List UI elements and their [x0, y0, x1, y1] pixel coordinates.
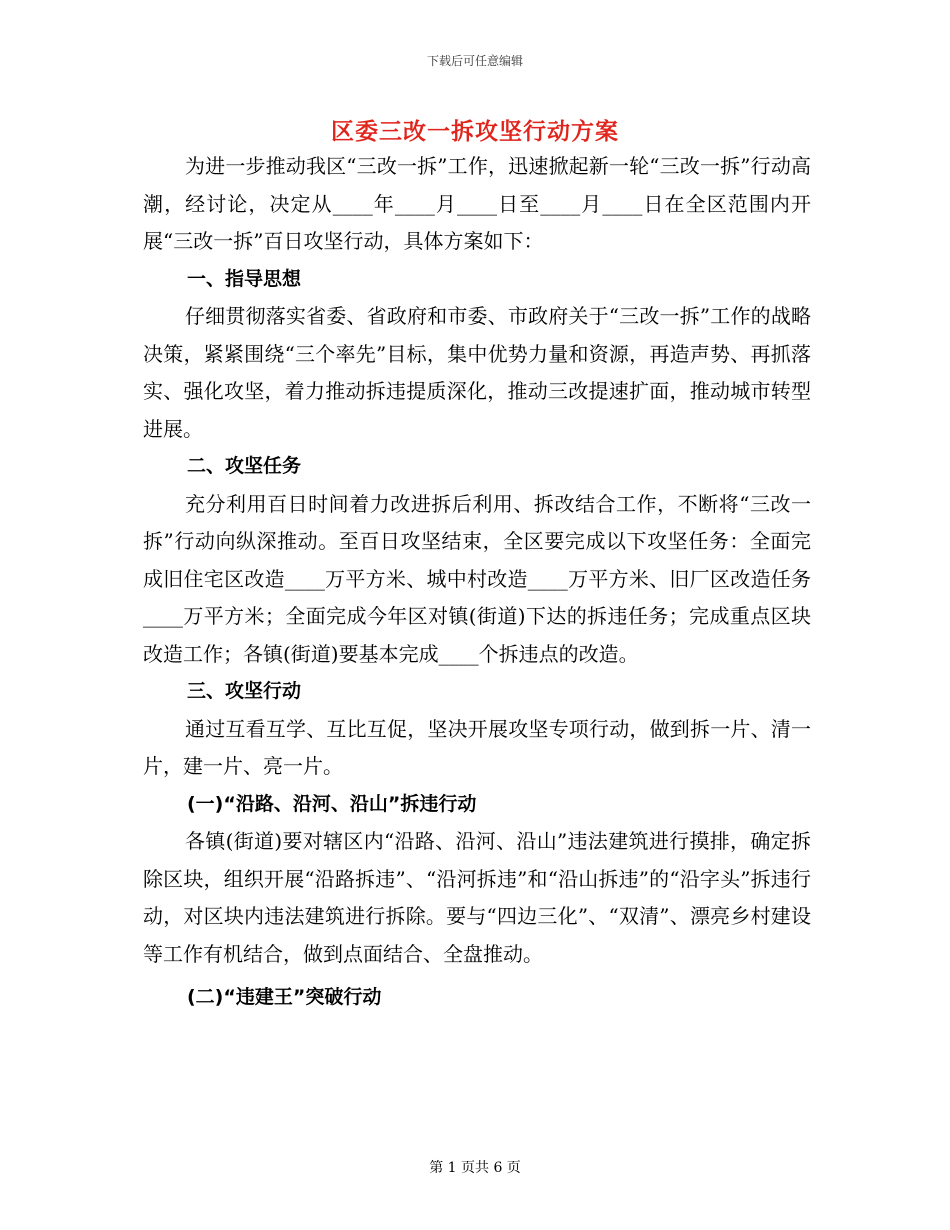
- actions-paragraph: 通过互看互学、互比互促，坚决开展攻坚专项行动，做到拆一片、清一片，建一片、亮一片。: [143, 716, 811, 778]
- page-footer: 第 1 页共 6 页: [429, 1160, 521, 1176]
- intro-paragraph: 为进一步推动我区“三改一拆”工作，迅速掀起新一轮“三改一拆”行动高潮，经讨论，决定从____年____月____日至____月____日在全区范围内开展“三改一拆”百日攻坚行动，具体方案如下：: [143, 154, 811, 253]
- guiding-thought-paragraph: 仔细贯彻落实省委、省政府和市委、市政府关于“三改一拆”工作的战略决策，紧紧围绕“三个率先”目标，集中优势力量和资源，再造声势、再抓落实、强化攻坚，着力推动拆违提质深化，推动三改提速扩面，推动城市转型进展。: [143, 304, 811, 441]
- tasks-paragraph: 充分利用百日时间着力改进拆后利用、拆改结合工作，不断将“三改一拆”行动向纵深推动。至百日攻坚结束，全区要完成以下攻坚任务：全面完成旧住宅区改造____万平方米、城中村改造____万平方米、旧厂区改造任务____万平方米；全面完成今年区对镇(街道)下达的拆违任务；完成重点区块改造工作；各镇(街道)要基本完成____个拆违点的改造。: [143, 491, 811, 666]
- subheading-violation-king: (二)“违建王”突破行动: [187, 986, 382, 1008]
- section-heading-tasks: 二、攻坚任务: [187, 455, 302, 477]
- section-heading-actions: 三、攻坚行动: [187, 680, 302, 702]
- along-road-river-mountain-paragraph: 各镇(街道)要对辖区内“沿路、沿河、沿山”违法建筑进行摸排，确定拆除区块，组织开展“沿路拆违”、“沿河拆违”和“沿山拆违”的“沿字头”拆违行动，对区块内违法建筑进行拆除。要与“四边三化”、“双清”、漂亮乡村建设等工作有机结合，做到点面结合、全盘推动。: [143, 829, 811, 966]
- subheading-along-road-river-mountain: (一)“沿路、沿河、沿山”拆违行动: [187, 792, 477, 815]
- header-note: 下载后可任意编辑: [426, 54, 523, 68]
- section-heading-guiding-thought: 一、指导思想: [187, 267, 302, 290]
- page-title: 区委三改一拆攻坚行动方案: [331, 118, 619, 145]
- document-body: [143, 148, 811, 1017]
